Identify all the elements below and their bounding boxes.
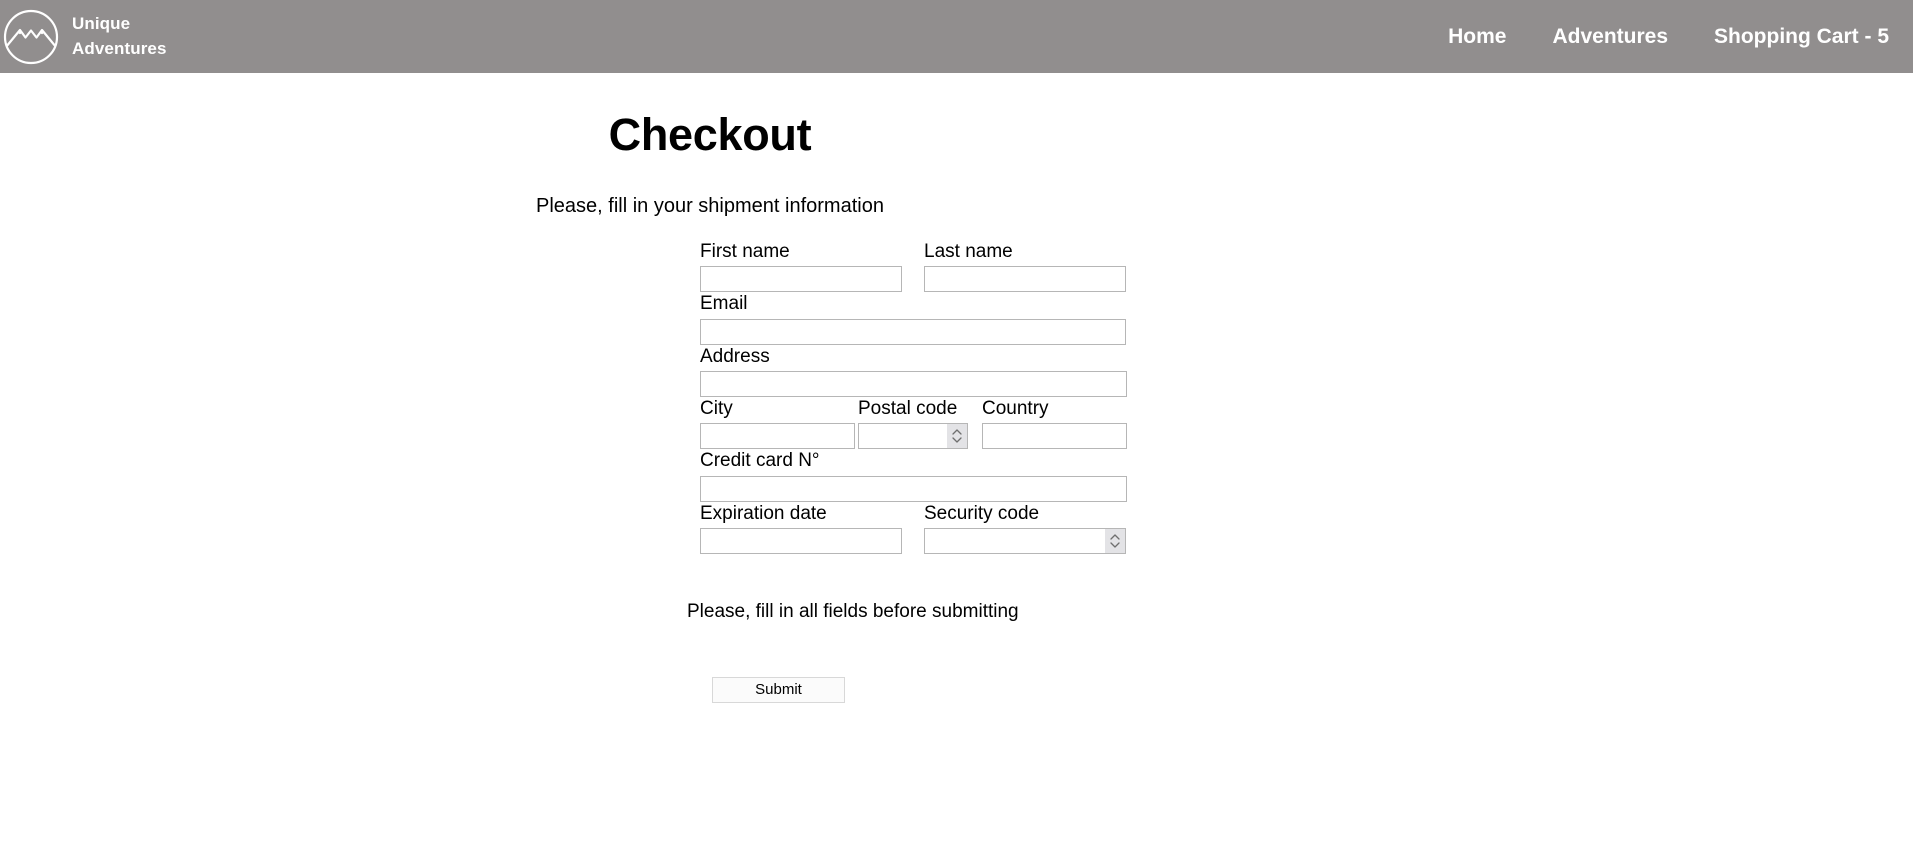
security-code-wrap bbox=[924, 528, 1126, 554]
field-expiration-date bbox=[700, 502, 902, 554]
brand-name bbox=[72, 12, 167, 61]
form-row-location bbox=[700, 397, 1220, 449]
chevron-down-icon bbox=[952, 437, 962, 443]
submit-button[interactable]: Submit bbox=[712, 677, 845, 703]
postal-code-wrap bbox=[858, 423, 968, 449]
nav-link-adventures[interactable]: Adventures bbox=[1552, 24, 1668, 48]
field-address bbox=[700, 345, 1127, 397]
field-first-name bbox=[700, 240, 902, 292]
first-name-input[interactable] bbox=[700, 266, 902, 292]
brand[interactable] bbox=[0, 8, 167, 66]
nav-link-home[interactable]: Home bbox=[1448, 24, 1507, 48]
address-label: Address bbox=[700, 345, 770, 367]
credit-card-label: Credit card N° bbox=[700, 450, 820, 472]
postal-code-stepper[interactable] bbox=[947, 424, 967, 448]
form-row-card-details bbox=[700, 502, 1220, 554]
main-nav bbox=[1448, 25, 1895, 49]
field-credit-card bbox=[700, 449, 1127, 501]
field-city bbox=[700, 397, 855, 449]
address-input[interactable] bbox=[700, 371, 1127, 397]
form-row-credit-card bbox=[700, 449, 1220, 501]
expiration-date-input[interactable] bbox=[700, 528, 902, 554]
field-last-name bbox=[924, 240, 1126, 292]
form-validation-note: Please, fill in all fields before submitting bbox=[687, 600, 1019, 622]
postal-code-label: Postal code bbox=[858, 397, 958, 419]
field-security-code bbox=[924, 502, 1126, 554]
site-header bbox=[0, 0, 1913, 73]
country-label: Country bbox=[982, 397, 1049, 419]
chevron-up-icon bbox=[952, 429, 962, 435]
city-label: City bbox=[700, 397, 733, 419]
form-row-email bbox=[700, 292, 1220, 344]
last-name-label: Last name bbox=[924, 241, 1013, 262]
mountain-circle-logo-icon bbox=[2, 8, 60, 66]
email-label: Email bbox=[700, 293, 748, 315]
page-content bbox=[0, 73, 1913, 703]
first-name-label: First name bbox=[700, 241, 790, 262]
chevron-up-icon bbox=[1110, 534, 1120, 540]
expiration-date-label: Expiration date bbox=[700, 502, 827, 524]
checkout-form bbox=[687, 218, 1220, 703]
city-input[interactable] bbox=[700, 423, 855, 449]
credit-card-input[interactable] bbox=[700, 476, 1127, 502]
field-postal-code bbox=[858, 397, 968, 449]
field-email bbox=[700, 292, 1126, 344]
chevron-down-icon bbox=[1110, 542, 1120, 548]
security-code-stepper[interactable] bbox=[1105, 529, 1125, 553]
form-row-name bbox=[700, 240, 1220, 292]
brand-name-line2: Adventures bbox=[72, 38, 167, 58]
brand-name-line1: Unique bbox=[72, 13, 131, 33]
security-code-input[interactable] bbox=[924, 528, 1126, 554]
page-subtitle: Please, fill in your shipment information bbox=[536, 195, 884, 217]
security-code-label: Security code bbox=[924, 502, 1040, 524]
last-name-input[interactable] bbox=[924, 266, 1126, 292]
page-title: Checkout bbox=[608, 109, 812, 160]
field-country bbox=[982, 397, 1127, 449]
country-input[interactable] bbox=[982, 423, 1127, 449]
form-row-address bbox=[700, 345, 1220, 397]
email-input[interactable] bbox=[700, 319, 1126, 345]
submit-row bbox=[700, 642, 1220, 703]
nav-link-shopping-cart[interactable]: Shopping Cart - 5 bbox=[1714, 24, 1889, 48]
